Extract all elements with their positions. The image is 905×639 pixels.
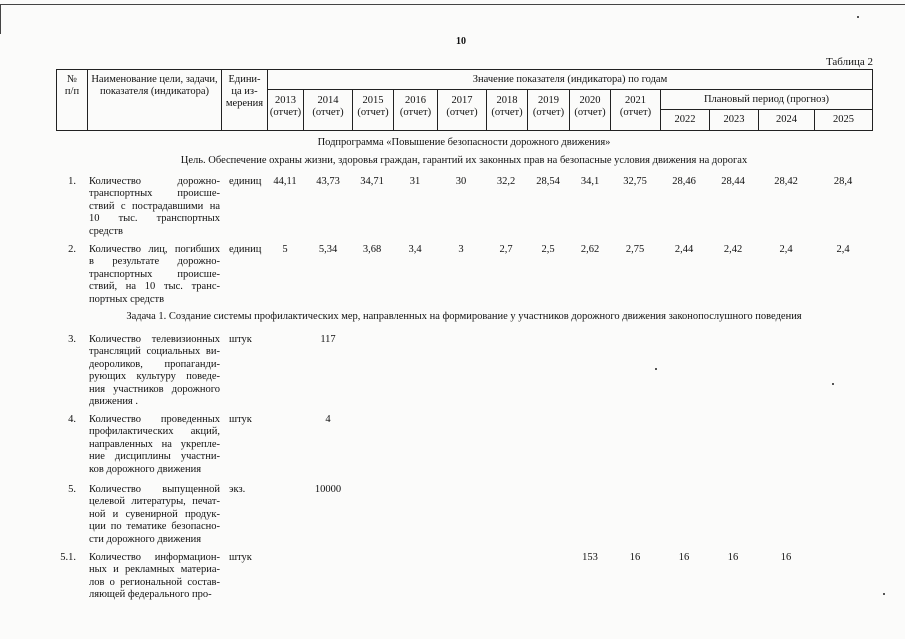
row-value: 2,42	[723, 244, 743, 255]
scan-speck	[883, 593, 885, 595]
header-year-2020: 2020 (отчет)	[569, 89, 611, 131]
row-value: 28,46	[672, 176, 696, 187]
row-value: 2,44	[674, 244, 694, 255]
row-name-line: целевой литературы, печат-	[89, 496, 220, 508]
row-number: 5.1.	[60, 552, 76, 563]
header-year-2015: 2015 (отчет)	[352, 89, 394, 131]
row-value: 44,11	[273, 176, 297, 187]
header-num-cell	[56, 69, 88, 131]
row-name-line: транспортных происше-	[89, 188, 220, 200]
goal-title: Цель. Обеспечение охраны жизни, здоровья граждан, гарантий их законных прав на безопасные условия движения на дорогах	[180, 155, 748, 166]
header-planned-title: Плановый период (прогноз)	[660, 89, 873, 110]
scan-speck	[655, 368, 657, 370]
row-value: 31	[409, 176, 421, 187]
scan-border-top	[0, 4, 905, 5]
row-name-line: ции по тематике безопасно-	[89, 521, 220, 533]
row-number: 5.	[68, 484, 76, 495]
header-name-line2: показателя (индикатора)	[99, 86, 210, 97]
row-unit: штук	[229, 552, 252, 563]
row-value: 2,5	[541, 244, 555, 255]
row-name-line: Количество дорожно-	[89, 176, 220, 187]
row-name-line: ния участников дорожного	[89, 383, 220, 395]
row-value: 3,4	[408, 244, 422, 255]
row-value: 2,4	[779, 244, 793, 255]
row-value: 32,75	[623, 176, 647, 187]
header-year-2019: 2019 (отчет)	[527, 89, 570, 131]
header-year-2013: 2013 (отчет)	[267, 89, 304, 131]
row-name-line: в результате дорожно-	[89, 256, 220, 268]
header-year-2016: 2016 (отчет)	[393, 89, 438, 131]
row-name-line: деороликов, пропаганди-	[89, 358, 220, 370]
row-name-line: ков дорожного движения	[89, 463, 202, 475]
row-name-line: направленных на укрепле-	[89, 438, 220, 450]
row-name-line: 10 тыс. транспортных	[89, 213, 220, 225]
row-value: 34,71	[360, 176, 384, 187]
row-name-line: ной и сувенирной продук-	[89, 508, 220, 520]
subprogram-title: Подпрограмма «Повышение безопасности дорожного движения»	[317, 137, 611, 148]
header-num-line1: №	[66, 74, 78, 85]
row-name-line: ствий с пострадавшими на	[89, 200, 220, 212]
scan-speck	[857, 16, 859, 18]
row-value: 32,2	[496, 176, 516, 187]
row-value: 117	[320, 334, 336, 345]
row-unit: штук	[229, 414, 252, 425]
row-value: 2,62	[580, 244, 600, 255]
row-name-line: Количество телевизионных	[89, 334, 220, 345]
row-name-line: ние дисциплины участни-	[89, 451, 220, 463]
row-name-line: лов о региональной состав-	[89, 576, 220, 588]
row-value: 16	[678, 552, 690, 563]
header-num-line2: п/п	[64, 86, 80, 97]
row-name-line: ляющей федерального про-	[89, 589, 212, 601]
scan-border-left	[0, 4, 1, 34]
row-name-line: ствий, на 10 тыс. транс-	[89, 281, 220, 293]
header-unit-line1: Едини-	[228, 74, 261, 85]
row-name-line: Количество проведенных	[89, 414, 220, 425]
row-value: 16	[629, 552, 641, 563]
row-number: 4.	[68, 414, 76, 425]
row-name-line: транспортных происше-	[89, 268, 220, 280]
row-value: 43,73	[316, 176, 340, 187]
row-name-line: Количество лиц, погибших	[89, 244, 220, 255]
row-number: 2.	[68, 244, 76, 255]
row-value: 2,75	[625, 244, 645, 255]
header-unit-line3: мерения	[225, 98, 264, 109]
row-value: 16	[780, 552, 792, 563]
row-value: 28,44	[721, 176, 745, 187]
row-unit: единиц	[229, 244, 262, 255]
header-year-2025: 2025	[814, 109, 873, 131]
header-year-2024: 2024	[758, 109, 815, 131]
row-name-line: сти дорожного движения	[89, 533, 202, 545]
row-value: 28,42	[774, 176, 798, 187]
header-unit-line2: ца из-	[231, 86, 258, 97]
row-name-line: портных средств	[89, 293, 165, 305]
row-value: 3	[458, 244, 464, 255]
row-number: 3.	[68, 334, 76, 345]
header-year-2023: 2023	[709, 109, 759, 131]
header-name-cell	[87, 69, 222, 131]
task1-title: Задача 1. Создание системы профилактических мер, направленных на формирование у участников дорожного движения законопослушного поведения	[126, 311, 802, 322]
row-value: 10000	[314, 484, 342, 495]
row-value: 3,68	[362, 244, 382, 255]
header-name-line1: Наименование цели, задачи,	[91, 74, 218, 85]
row-number: 1.	[68, 176, 76, 187]
row-unit: единиц	[229, 176, 262, 187]
row-value: 2,7	[499, 244, 513, 255]
row-value: 16	[727, 552, 739, 563]
row-value: 34,1	[580, 176, 600, 187]
header-year-2022: 2022	[660, 109, 710, 131]
row-name-line: движения .	[89, 396, 139, 407]
header-year-2018: 2018 (отчет)	[486, 89, 528, 131]
row-name-line: профилактических акций,	[89, 426, 220, 438]
header-year-2014: 2014 (отчет)	[303, 89, 353, 131]
row-value: 28,54	[536, 176, 560, 187]
row-value: 28,4	[833, 176, 853, 187]
page-number: 10	[456, 36, 466, 47]
row-value: 30	[455, 176, 467, 187]
row-value: 4	[325, 414, 331, 425]
row-name-line: средств	[89, 225, 123, 237]
row-unit: экз.	[229, 484, 246, 495]
header-values-title: Значение показателя (индикатора) по годам	[267, 69, 873, 90]
row-value: 5,34	[318, 244, 338, 255]
row-unit: штук	[229, 334, 252, 345]
header-year-2021: 2021 (отчет)	[610, 89, 661, 131]
header-year-2017: 2017 (отчет)	[437, 89, 487, 131]
scan-speck	[832, 383, 834, 385]
header-unit-cell	[221, 69, 268, 131]
row-name-line: Количество информацион-	[89, 552, 220, 563]
table-label: Таблица 2	[825, 56, 873, 68]
row-name-line: трансляций социальных ви-	[89, 346, 220, 358]
row-value: 5	[282, 244, 288, 255]
row-value: 153	[582, 552, 598, 563]
row-name-line: рующих культуру поведе-	[89, 371, 220, 383]
row-value: 2,4	[836, 244, 850, 255]
row-name-line: Количество выпущенной	[89, 484, 220, 495]
row-name-line: ных и рекламных материа-	[89, 564, 220, 576]
